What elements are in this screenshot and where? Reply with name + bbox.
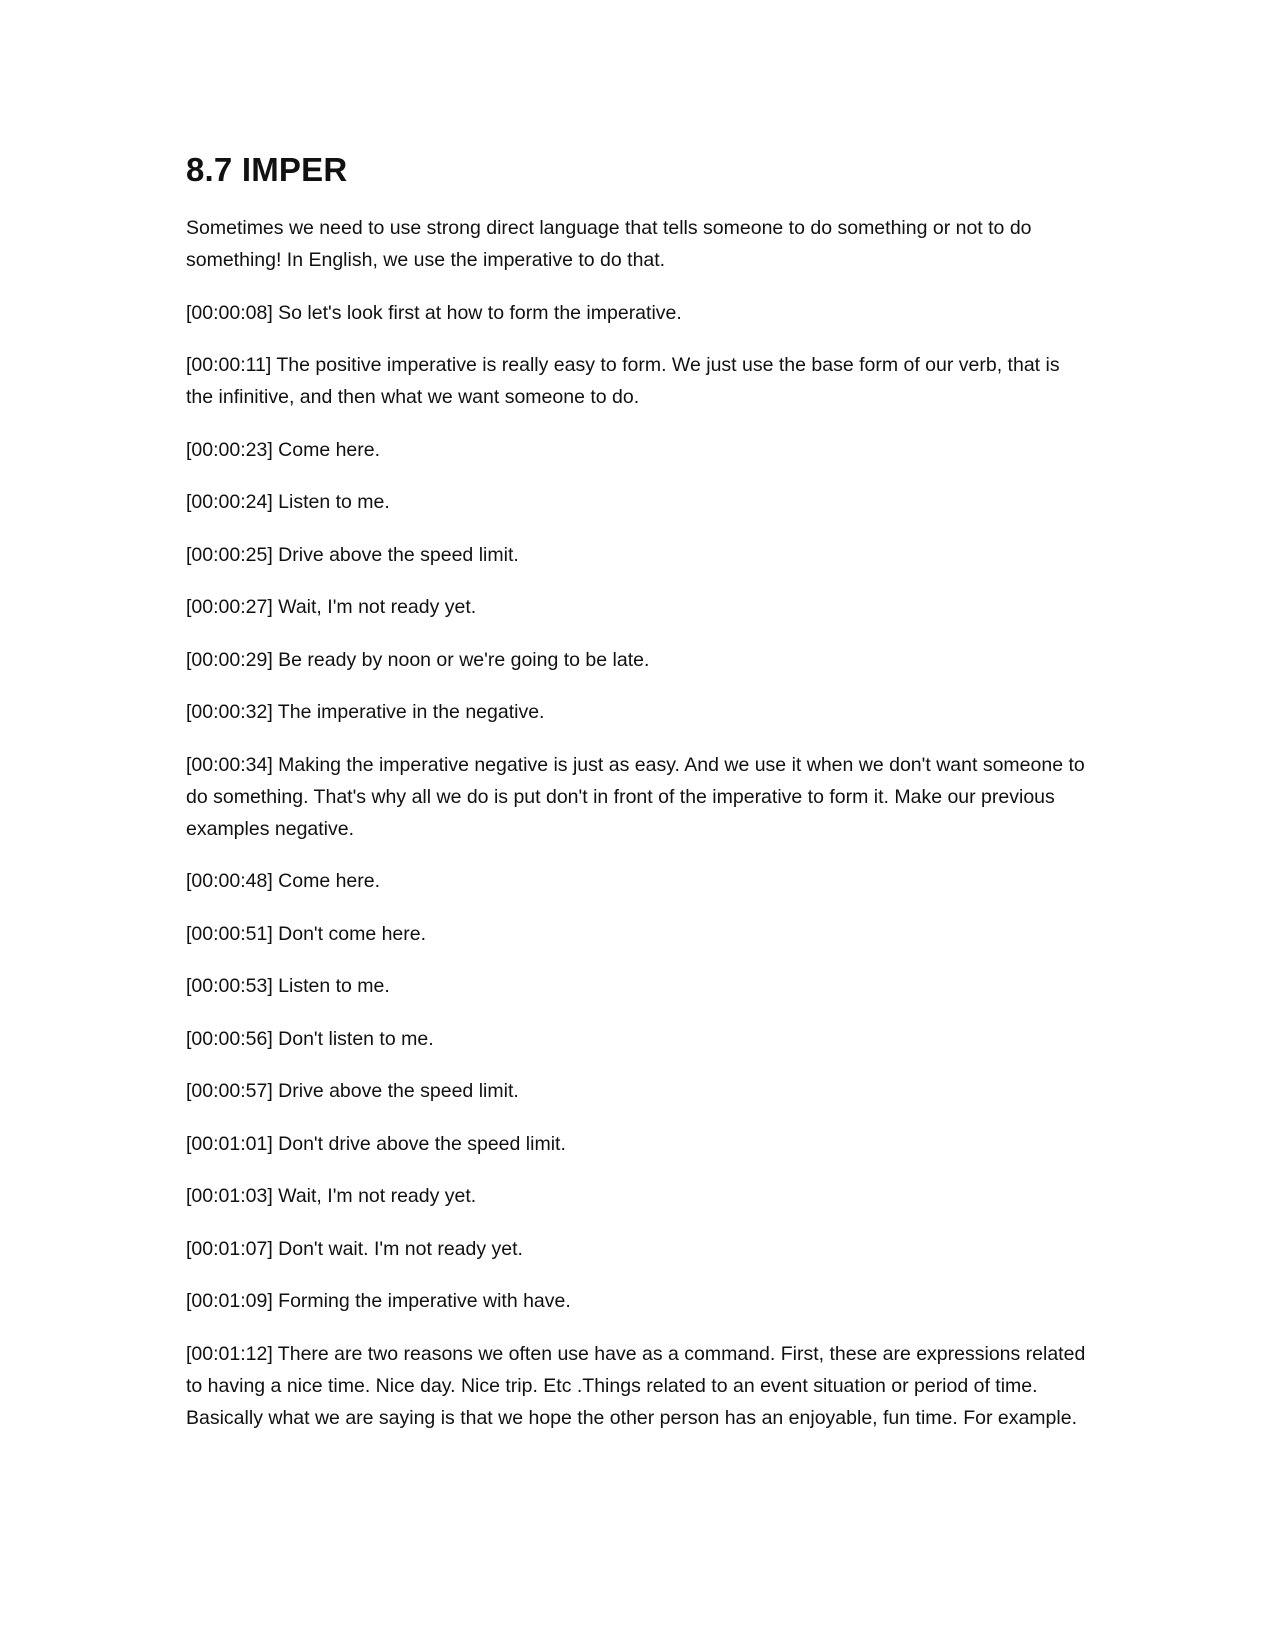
paragraph-transcript: [00:00:53] Listen to me.: [186, 975, 390, 997]
paragraph-transcript: [00:00:57] Drive above the speed limit.: [186, 1080, 519, 1102]
paragraph-transcript: [00:00:56] Don't listen to me.: [186, 1027, 434, 1050]
paragraph-transcript: [00:01:07] Don't wait. I'm not ready yet.: [186, 1237, 523, 1260]
paragraph-transcript: [00:01:01] Don't drive above the speed limit.: [186, 1132, 566, 1155]
paragraph-transcript: [00:00:48] Come here.: [186, 870, 381, 892]
document-title: 8.7 IMPER: [186, 151, 348, 188]
paragraph-transcript: [00:00:27] Wait, I'm not ready yet.: [186, 596, 477, 618]
paragraph-transcript: [00:00:25] Drive above the speed limit.: [186, 543, 519, 566]
paragraph-transcript: [00:00:29] Be ready by noon or we're going to be late.: [186, 648, 650, 671]
paragraph-transcript: [00:01:03] Wait, I'm not ready yet.: [186, 1185, 477, 1207]
paragraph-transcript: [00:00:23] Come here.: [186, 438, 381, 461]
document-page: [186, 150, 1086, 1454]
paragraph-transcript: [00:01:09] Forming the imperative with have.: [186, 1290, 571, 1312]
paragraph-transcript: [00:00:08] So let's look first at how to form the imperative.: [186, 301, 682, 324]
paragraph-intro: Sometimes we need to use strong direct language that tells someone to do something or not to do something! In English, we use the imperative to do that.: [186, 217, 1032, 271]
paragraph-transcript: [00:00:11] The positive imperative is really easy to form. We just use the base form of our verb, that is the infinitive, and then what we want someone to do.: [186, 354, 1060, 408]
paragraph-transcript: [00:00:24] Listen to me.: [186, 491, 390, 513]
paragraph-transcript: [00:00:34] Making the imperative negative is just as easy. And we use it when we don't want someone to do something. That's why all we do is put don't in front of the imperative to form it. Make our previous examples negative.: [186, 753, 1085, 840]
paragraph-transcript: [00:00:32] The imperative in the negative.: [186, 701, 545, 723]
paragraph-transcript: [00:01:12] There are two reasons we often use have as a command. First, these are expressions related to having a nice time. Nice day. Nice trip. Etc .Things related to an event situation or period of time. Basically what we are saying is that we hope the other person has an enjoyable, fun time. For example.: [186, 1342, 1086, 1429]
paragraph-transcript: [00:00:51] Don't come here.: [186, 922, 427, 945]
